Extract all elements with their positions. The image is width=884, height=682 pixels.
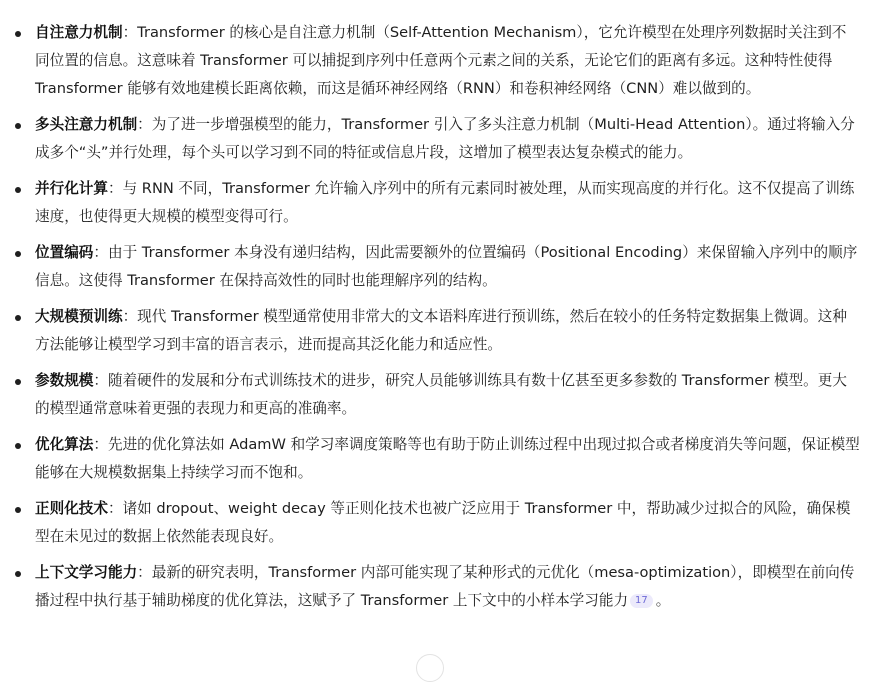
- bullet-dot: [15, 507, 21, 513]
- bullet-dot: [15, 31, 21, 37]
- item-term: 上下文学习能力: [35, 564, 138, 581]
- list-item-pretraining: [0, 303, 884, 359]
- item-text-tail: 。: [655, 592, 671, 609]
- list-item-in-context-learning: [0, 559, 884, 615]
- item-term: 并行化计算: [35, 180, 108, 197]
- list-item-positional-encoding: [0, 239, 884, 295]
- bullet-dot: [15, 251, 21, 257]
- item-text: ：Transformer 的核心是自注意力机制（Self-Attention Mechanism），它允许模型在处理序列数据时关注到不同位置的信息。这意味着 Transformer 可以捕捉到序列中任意两个元素之间的关系，无论它们的距离有多远。这种特性使得 Transformer 能够有效地建模长距离依赖，而这是循环神经网络（RNN）和卷积神经网络（CNN）难以做到的。: [35, 24, 847, 97]
- bullet-dot: [15, 571, 21, 577]
- list-item-parallel: [0, 175, 884, 231]
- bullet-dot: [15, 379, 21, 385]
- item-text: ：先进的优化算法如 AdamW 和学习率调度策略等也有助于防止训练过程中出现过拟合或者梯度消失等问题，保证模型能够在大规模数据集上持续学习而不饱和。: [35, 436, 860, 481]
- item-text: ：随着硬件的发展和分布式训练技术的进步，研究人员能够训练具有数十亿甚至更多参数的 Transformer 模型。更大的模型通常意味着更强的表现力和更高的准确率。: [35, 372, 847, 417]
- item-text: ：诸如 dropout、weight decay 等正则化技术也被广泛应用于 Transformer 中，帮助减少过拟合的风险，确保模型在未见过的数据上依然能表现良好。: [35, 500, 851, 545]
- list-item-self-attention: [0, 19, 884, 103]
- scroll-to-bottom-button[interactable]: [416, 654, 444, 682]
- bullet-dot: [15, 187, 21, 193]
- item-text: ：现代 Transformer 模型通常使用非常大的文本语料库进行预训练，然后在较小的任务特定数据集上微调。这种方法能够让模型学习到丰富的语言表示，进而提高其泛化能力和适应性。: [35, 308, 847, 353]
- bullet-dot: [15, 123, 21, 129]
- answer-content: [0, 19, 884, 623]
- list-item-optimization: [0, 431, 884, 487]
- bullet-list: [0, 19, 884, 615]
- bullet-dot: [15, 315, 21, 321]
- list-item-parameter-scale: [0, 367, 884, 423]
- item-term: 大规模预训练: [35, 308, 123, 325]
- item-text: ：最新的研究表明，Transformer 内部可能实现了某种形式的元优化（mesa-optimization），即模型在前向传播过程中执行基于辅助梯度的优化算法，这赋予了 Transformer 上下文中的小样本学习能力: [35, 564, 855, 609]
- item-term: 正则化技术: [35, 500, 108, 517]
- item-text: ：由于 Transformer 本身没有递归结构，因此需要额外的位置编码（Positional Encoding）来保留输入序列中的顺序信息。这使得 Transformer 在保持高效性的同时也能理解序列的结构。: [35, 244, 858, 289]
- item-text: ：为了进一步增强模型的能力，Transformer 引入了多头注意力机制（Multi-Head Attention）。通过将输入分成多个“头”并行处理，每个头可以学习到不同的特征或信息片段，这增加了模型表达复杂模式的能力。: [35, 116, 855, 161]
- list-item-regularization: [0, 495, 884, 551]
- item-term: 优化算法: [35, 436, 94, 453]
- bullet-dot: [15, 443, 21, 449]
- item-term: 自注意力机制: [35, 24, 123, 41]
- item-term: 位置编码: [35, 244, 94, 261]
- item-term: 多头注意力机制: [35, 116, 138, 133]
- item-text: ：与 RNN 不同，Transformer 允许输入序列中的所有元素同时被处理，从而实现高度的并行化。这不仅提高了训练速度，也使得更大规模的模型变得可行。: [35, 180, 855, 225]
- list-item-multi-head: [0, 111, 884, 167]
- item-term: 参数规模: [35, 372, 94, 389]
- citation-badge[interactable]: 17: [630, 594, 653, 608]
